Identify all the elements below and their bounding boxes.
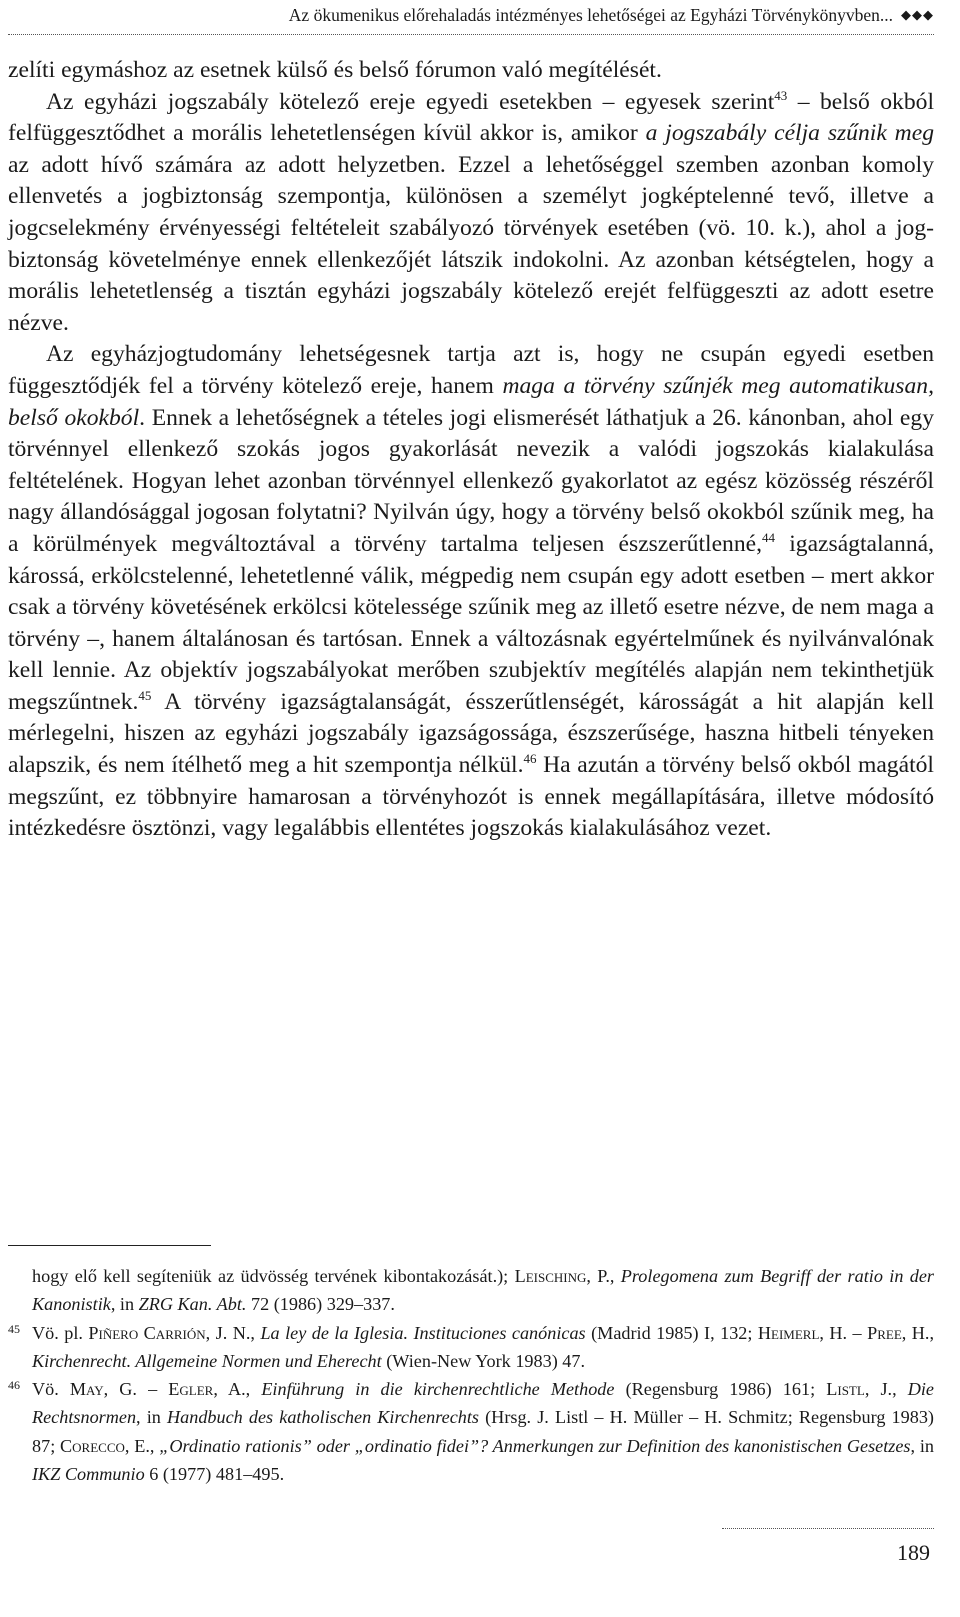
author-name: Listl [826, 1379, 865, 1400]
text-run: , J. N., [205, 1322, 261, 1343]
work-title: La ley de la Iglesia. Instituciones canónicas [260, 1322, 586, 1343]
text-run: , H., [901, 1322, 935, 1343]
author-name: May [69, 1379, 104, 1400]
ornament-icon: ◆◆◆ [901, 7, 934, 22]
text-run: – belső okból felfüggesztődhet a morális lehetetlenségen kívül akkor is, amikor [8, 88, 934, 147]
work-title: Einführung in die kirchenrechtliche Methode [261, 1379, 615, 1400]
text-run: (Hrsg. J. Listl – H. Müller – H. Schmitz; Regensburg 1983) 87; [32, 1407, 934, 1456]
footnote-divider [8, 1245, 211, 1246]
work-title: „Ordinatio rationis” oder „ordinatio fidei”? Anmerkungen zur Definition des kanonistischen Gesetzes [159, 1435, 911, 1456]
text-run: zelíti egymáshoz az esetnek külső és belső fórumon való megítélését. [8, 57, 662, 83]
work-title: Die Rechtsnormen [32, 1379, 934, 1428]
footnote-ref-43[interactable]: 43 [774, 87, 788, 103]
main-text [8, 55, 934, 845]
text-run: Vö. [32, 1379, 70, 1400]
author-name: Piñero Carrión [88, 1322, 206, 1343]
running-title: Az ökumenikus előrehaladás intézményes lehetőségei az Egyházi Törvénykönyvben... [288, 5, 893, 25]
text-run: , in [136, 1407, 167, 1428]
text-run: Ha azután a törvény belső okból magától megszűnt, ez többnyire hamarosan a törvényhozót is ennek megállapítására, illetve módosító intézkedésre ösztönzi, vagy legalábbis ellentétes jogszokás kialakulásához vezet. [8, 752, 934, 842]
page-number-rule [722, 1528, 934, 1529]
footnote-ref-45[interactable]: 45 [138, 687, 152, 703]
text-run: , E., [124, 1435, 160, 1456]
footnote-ref-46[interactable]: 46 [523, 751, 537, 767]
text-run: , A., [213, 1379, 262, 1400]
footnote-ref-44[interactable]: 44 [762, 529, 775, 545]
footnote-number: 46 [8, 1378, 20, 1393]
text-run: 6 (1977) 481–495. [144, 1464, 285, 1485]
text-run: , in [110, 1294, 139, 1315]
page-number: 189 [897, 1540, 930, 1565]
footnote-continued [8, 1262, 934, 1319]
footnote-46 [8, 1375, 934, 1488]
work-title: Prolegomena zum Begriff der ratio in der Kanonistik [32, 1266, 934, 1315]
text-run: A törvény igazságtalanságát, ésszerűtlenségét, károsságát a hit alapján kell mérlegelni, hiszen az egyházi jogszabály igazságossága, észszerűsége, haszna hitbeli tényeken alapszik, és nem ítélhető meg a hit szempontja nélkül. [8, 688, 934, 779]
text-run: , J., [864, 1379, 908, 1400]
paragraph [8, 339, 934, 845]
text-run: (Madrid 1985) I, 132; [585, 1322, 758, 1343]
author-name: Corecco [60, 1435, 125, 1456]
paragraph [8, 87, 934, 340]
paragraph-continued [8, 55, 934, 87]
running-header [8, 0, 934, 35]
emphasis: a jogszabály célja szűnik meg [645, 120, 934, 147]
work-title: Kirchenrecht. Allgemeine Normen und Eherecht [32, 1350, 382, 1371]
text-run: . Ennek a lehetőségnek a tételes jogi elismerését láthatjuk a 26. kánonban, ahol egy törvénnyel ellenkező szokás jogos gyakorlását nevezik a valódi jogszokás kialakulása feltételének. Hogyan lehet azonban törvénnyel ellenkező gyakorlatot az egész közösség részéről nagy állandósággal jogosan folytatni? Nyilván úgy, hogy a törvény belső okokból szűnik meg, ha a körülmények megváltoztával a törvény tartalma teljesen észszerűtlenné, [8, 404, 934, 557]
text-run: , H. – [819, 1322, 868, 1343]
text-run: igazságtalanná, károssá, erkölcstelenné, lehetetlenné válik, mégpedig nem csupán egy adott esetben – mert akkor csak a törvény követésének erkölcsi kötelessége szűnik meg az illető esetre nézve, de nem maga a törvény –, hanem általánosan és tartósan. Ennek a változásnak egyértelműnek és nyilvánvalónak kell lennie. Az objektív jogszabályokat merőben szubjektív megítélés alapján nem tekinthetjük megszűntnek. [8, 530, 934, 715]
journal-title: IKZ Communio [32, 1464, 145, 1485]
author-name: Leisching [514, 1266, 587, 1286]
text-run: Az egyházjogtudomány lehetségesnek tartja azt is, hogy ne csupán egyedi esetben függesztődjék fel a törvény kötelező ereje, hanem [8, 341, 934, 399]
text-run: Vö. pl. [32, 1322, 89, 1343]
text-run: az adott hívő számára az adott helyzetben. Ezzel a lehetőséggel szemben azonban komoly ellenvetés a jogbiztonság szempontja, különösen a személyt jogképtelenné tevő, illetve a jogcselekmény érvényességi feltételeit szabályozó törvények esetében (vö. 10. k.), ahol a jogbiztonság követelménye ennek ellenkezőjét látszik indokolni. Az azonban kétségtelen, hogy a morális lehetetlenség a tisztán egyházi jogszabály kötelező erejét felfüggeszti az adott esetre nézve. [8, 151, 934, 336]
text-run: 72 (1986) 329–337. [246, 1294, 395, 1315]
emphasis: maga a törvény szűnjék meg automatikusan, belső okokból [8, 372, 934, 431]
footnote-number: 45 [8, 1321, 20, 1336]
journal-title: ZRG Kan. Abt. [138, 1294, 247, 1315]
author-name: Heimerl [757, 1322, 820, 1343]
work-title: Handbuch des katholischen Kirchenrechts [167, 1407, 479, 1428]
author-name: Egler [168, 1379, 214, 1400]
text-run: Az egyházi jogszabály kötelező ereje egyedi esetekben – egyesek szerint [46, 88, 775, 115]
author-name: Pree [867, 1322, 902, 1343]
footnotes [8, 1262, 934, 1488]
text-run: , P., [586, 1266, 621, 1286]
text-run: , G. – [103, 1379, 169, 1400]
text-run: , in [910, 1435, 934, 1456]
footnote-45 [8, 1319, 934, 1376]
text-run: (Regensburg 1986) 161; [614, 1379, 827, 1400]
text-run: hogy elő kell segíteniük az üdvösség tervének kibontakozását.); [32, 1266, 515, 1286]
text-run: (Wien-New York 1983) 47. [381, 1350, 586, 1371]
